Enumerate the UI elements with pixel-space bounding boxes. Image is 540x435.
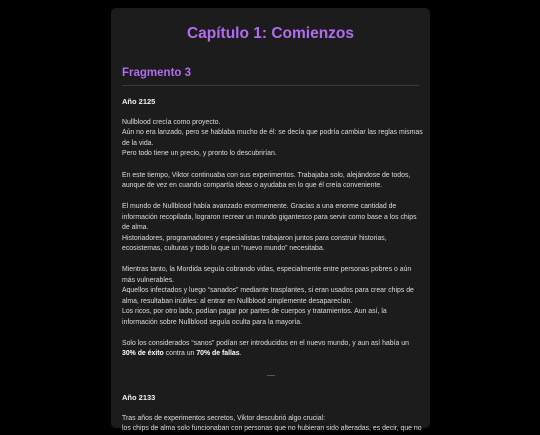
paragraph-6 <box>122 414 422 435</box>
section-divider <box>267 375 275 376</box>
success-rate: 30% de éxito <box>122 350 164 358</box>
paragraph-line: información recopilada, lograron recrear un mundo gigantesco para servir como base a los chips <box>122 213 417 221</box>
paragraph-line: Historiadores, programadores y especialistas trabajaron juntos para construir historias, <box>122 234 387 242</box>
paragraph-2 <box>122 171 419 192</box>
fragment-title: Fragmento 3 <box>122 66 419 86</box>
paragraph-line <box>122 349 419 359</box>
chapter-title: Capítulo 1: Comienzos <box>186 25 355 42</box>
paragraph-1 <box>122 118 423 160</box>
paragraph-line: los chips de alma solo funcionaban con personas que no hubieran sido alteradas, es decir, que no <box>122 425 422 433</box>
paragraph-line: Los ricos, por otro lado, podían pagar por partes de cuerpos y tratamientos. Aun así, la <box>122 308 387 316</box>
paragraph-line: Mientras tanto, la Mordida seguía cobrando vidas, especialmente entre personas pobres o aún <box>122 266 412 274</box>
text-fragment: . <box>239 350 242 358</box>
paragraph-line: de la vida. <box>122 139 154 147</box>
chapter-card <box>111 8 430 433</box>
text-fragment: contra un <box>163 350 197 358</box>
failure-rate: 70% de fallas <box>196 350 240 358</box>
paragraph-line: más vulnerables. <box>122 276 175 284</box>
paragraph-line: Nullblood crecía como proyecto. <box>122 119 221 126</box>
paragraph-line: En este tiempo, Viktor continuaba con sus experimentos. Trabajaba solo, alejándose de todos, <box>122 171 411 179</box>
paragraph-4 <box>122 265 419 327</box>
year-heading-2133: Año 2133 <box>122 392 156 402</box>
paragraph-line: ecosistemas, culturas y todo lo que un “nuevo mundo” necesitaba. <box>122 245 325 253</box>
paragraph-line: de alma. <box>122 224 149 232</box>
paragraph-line: Solo los considerados “sanos” podían ser introducidos en el nuevo mundo, y aun así había un <box>122 339 409 347</box>
paragraph-line: alma, resultaban inútiles: al entrar en Nullblood simplemente desaparecían. <box>122 297 353 305</box>
year-heading-2125: Año 2125 <box>122 97 156 106</box>
paragraph-line: información sobre Nullblood seguía oculta para la mayoría. <box>122 318 303 326</box>
paragraph-line: Aún no era lanzado, pero se hablaba mucho de él: se decía que podría cambiar las reglas mismas <box>122 129 423 137</box>
paragraph-line: aunque de vez en cuando compartía ideas o ayudaba en lo que él creía conveniente. <box>122 182 383 190</box>
paragraph-line: Tras años de experimentos secretos, Viktor descubrió algo crucial: <box>122 414 325 422</box>
paragraph-5 <box>122 339 419 360</box>
paragraph-line: Pero todo tiene un precio, y pronto lo descubrirían. <box>122 150 277 158</box>
paragraph-line: Aquellos infectados y luego “sanados” mediante trasplantes, si eran usados para crear chips de <box>122 287 414 295</box>
paragraph-3 <box>122 202 419 254</box>
paragraph-line: El mundo de Nullblood había avanzado enormemente. Gracias a una enorme cantidad de <box>122 203 397 211</box>
